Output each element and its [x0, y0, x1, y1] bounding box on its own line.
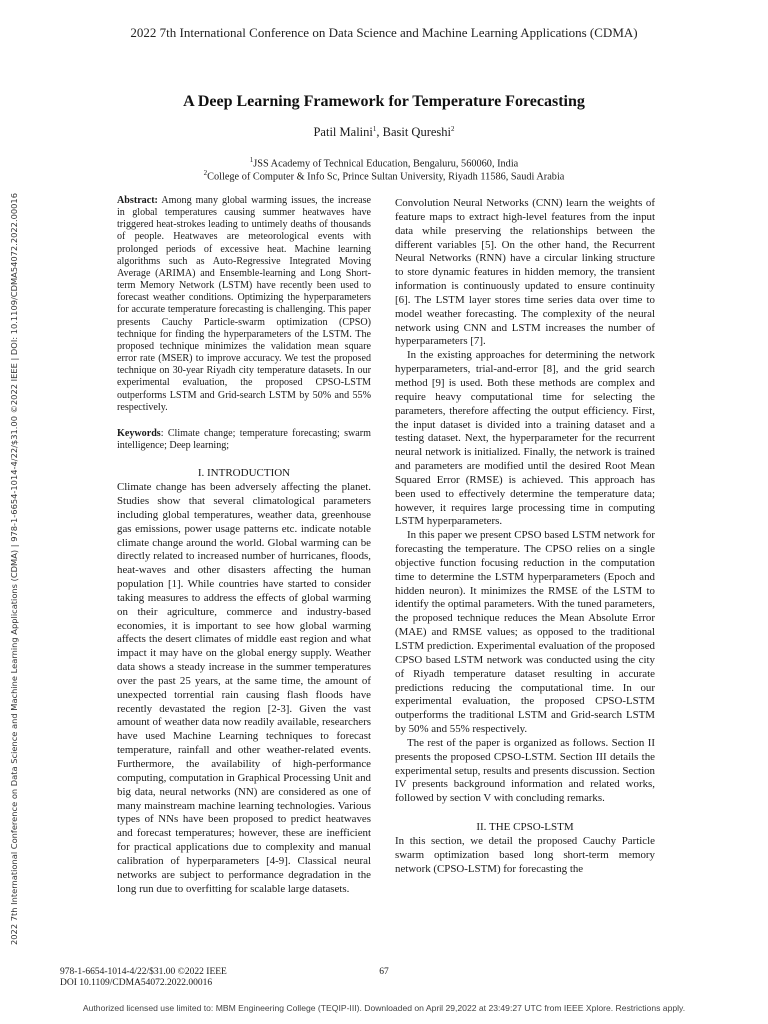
authors-line	[0, 125, 768, 140]
authorization-note: Authorized licensed use limited to: MBM Engineering College (TEQIP-III). Downloaded on April 29,2022 at 23:49:27 UTC from IEEE Xplore. Restrictions apply.	[82, 1003, 686, 1013]
affiliation-2	[0, 169, 768, 182]
abstract-label: Abstract:	[117, 195, 158, 206]
affiliation-1-sup: 1	[249, 156, 254, 164]
section-1-heading: I. INTRODUCTION	[197, 467, 291, 480]
author-2: Basit Qureshi	[382, 125, 452, 140]
author-2-sup: 2	[451, 125, 455, 133]
left-column	[117, 195, 371, 896]
keywords-label: Keywords	[117, 427, 161, 439]
conference-header: 2022 7th International Conference on Data Science and Machine Learning Applications (CDMA)	[130, 25, 638, 40]
affiliation-1	[0, 156, 768, 169]
right-paragraph-3: In this paper we present CPSO based LSTM network for forecasting the temperature. The CPSO relies on a single objective function focusing reduction in the computation time to determine the LSTM hyperparameters (Epoch and hidden neuron). It minimizes the RMSE of the LSTM to identify the optimal parameters. With the tuned parameters, the proposed technique reduces the Mean Absolute Error (MAE) and RMSE values; as opposed to the traditional LSTM prediction. Experimental evaluation of the proposed CPSO based LSTM network was conducted using the city of Riyadh temperature dataset resulting in accurate predictions reducing the computational time. In our experimental evaluation, the proposed CPSO-LSTM outperforms the traditional LSTM and Grid-search LSTM by 50% and 55% respectively.	[395, 529, 655, 736]
footer-doi: DOI 10.1109/CDMA54072.2022.00016	[60, 978, 213, 988]
author-1-sup: 1	[372, 125, 377, 133]
right-column	[395, 197, 655, 877]
affiliation-1-text: JSS Academy of Technical Education, Bengaluru, 560060, India	[253, 158, 519, 170]
intro-paragraph: Climate change has been adversely affecting the planet. Studies show that several climatological parameters including global temperatures, weather data, greenhouse gas emissions, power usage patterns etc. indicate notable climate change around the world. Global warming can be directly related to increased number of hurricanes, floods, heat-waves and other disasters affecting the human population [1]. While countries have started to consider taking measures to address the effects of global warming on their agriculture, commerce and industry-based economies, it is important to see how global warming affects the desert climates of middle east region and what impact it may have on the global energy supply. Weather data shows a steady increase in the summer temperatures over the past 25 years, at the same time, the amount of unexpected torrential rain causing flash floods have recently devastated the region [2-3]. Given the vast amount of weather data now readily available, researchers have used Machine Learning techniques to forecast temperature, rainfall and other weather-related events. Furthermore, the availability of high-performance computing, computation in Graphical Processing Unit and big data, neural networks (NN) are considered as one of many mainstream machine learning technologies. Various types of NNs have been proposed to predict heatwaves and forecast temperatures; however, these are inefficient for practical applications due to complexity and manual calibration of hyperparameters [4-9]. Classical neural networks are subject to performance degradation in the long run due to overfitting for scalable large datasets.	[117, 481, 371, 895]
keywords	[117, 428, 371, 452]
right-paragraph-4: The rest of the paper is organized as follows. Section II presents the proposed CPSO-LSTM. Section III details the experimental setup, results and presents discussion. Section IV presents background information and related works, followed by section V with concluding remarks.	[395, 736, 655, 805]
side-strip-text: 2022 7th International Conference on Data Science and Machine Learning Applications (CDMA) | 978-1-6654-1014-4/22/$31.00 ©2022 IEEE | DOI: 10.1109/CDMA54072.2022.00016	[9, 193, 19, 945]
abstract	[117, 195, 371, 414]
affiliation-2-text: College of Computer & Info Sc, Prince Sultan University, Riyadh 11586, Saudi Arabia	[207, 171, 565, 183]
paper-title: A Deep Learning Framework for Temperature Forecasting	[183, 93, 585, 110]
page-number: 67	[379, 967, 389, 977]
section-2-heading: II. THE CPSO-LSTM	[476, 821, 574, 834]
author-1: Patil Malini	[313, 125, 373, 140]
footer-isbn: 978-1-6654-1014-4/22/$31.00 ©2022 IEEE	[60, 967, 227, 977]
keywords-text: : Climate change; temperature forecasting; swarm intelligence; Deep learning;	[117, 427, 371, 451]
affiliation-2-sup: 2	[203, 169, 208, 177]
side-strip	[9, 188, 19, 945]
section-2-paragraph: In this section, we detail the proposed Cauchy Particle swarm optimization based long short-term memory network (CPSO-LSTM) for forecasting the	[395, 835, 655, 875]
abstract-text: Among many global warming issues, the increase in global temperatures causing summer heatwaves have triggered heat-strokes leading to untimely deaths of thousands of people. Heatwaves are meteorological events with prolonged periods of excessive heat. Machine learning algorithms such as Auto-Regressive Integrated Moving Average (ARIMA) and Ensemble-learning and Long Short-term Memory Network (LSTM) have recently been used to forecast weather conditions. Optimizing the hyperparameters for accurate temperature forecasting is challenging. This paper presents Cauchy Particle-swarm optimization (CPSO) technique for finding the hyperparameters of the LSTM. The proposed technique minimizes the validation mean square error rate (MSER) to improve accuracy. We test the proposed technique on 30-year Riyadh city temperature datasets. In our experimental evaluation, the proposed CPSO-LSTM outperforms LSTM and Grid-search LSTM by 50% and 55% respectively.	[117, 195, 371, 413]
author-separator: ,	[376, 125, 383, 140]
right-paragraph-1: Convolution Neural Networks (CNN) learn the weights of feature maps to extract high-level features from the input data while preserving the relationships between the different variables [5]. On the other hand, the Recurrent Neural Networks (RNN) have a circular linking structure to store dynamic features in hidden memory, the transient information is continuously updated to ensure continuity [6]. The LSTM layer stores time series data over time to model weather forecasting. The complexity of the neural network using CNN and LSTM increases the number of hyperparameters [7].	[395, 197, 655, 348]
right-paragraph-2: In the existing approaches for determining the network hyperparameters, trial-and-error [8], and the grid search method [9] is used. Both these methods are complex and require heavy computational time for selecting the parameters, therefore affecting the output efficiency. First, the input dataset is divided into a training dataset and a testing dataset. Next, the hyperparameter for the recurrent neural network is initialized. Finally, the network is trained and parameters are modified until the desired Root Mean Squared Error (RMSE) is achieved. This approach has been used to effectively determine the temperature data; however, it requires large processing time in computing LSTM hyperparameters.	[395, 349, 655, 528]
